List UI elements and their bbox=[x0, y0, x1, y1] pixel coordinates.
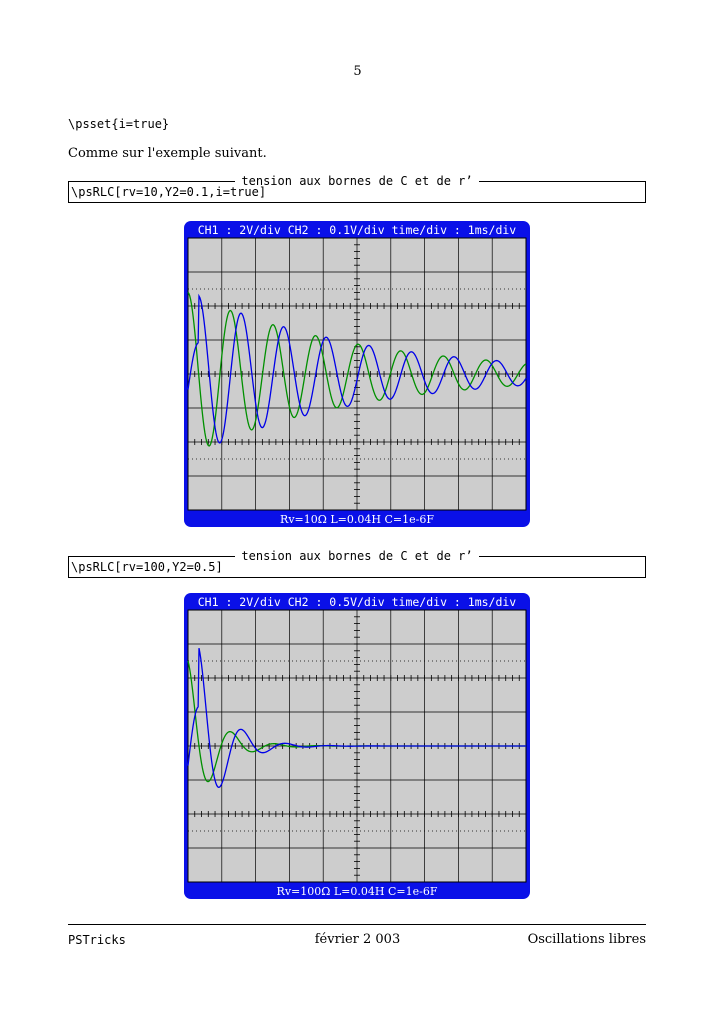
code-frame-1 bbox=[68, 174, 646, 203]
legend-rule-right bbox=[479, 181, 645, 182]
psset-command: \psset{i=true} bbox=[68, 117, 170, 131]
code-frame-label-1: tension aux bornes de C et de r’ bbox=[235, 173, 478, 189]
footer-rule bbox=[68, 924, 646, 925]
oscilloscope-1 bbox=[184, 221, 530, 527]
code-line-2: \psRLC[rv=100,Y2=0.5] bbox=[71, 560, 223, 574]
legend-rule-right bbox=[479, 556, 645, 557]
oscilloscope-2 bbox=[184, 593, 530, 899]
code-line-1: \psRLC[rv=10,Y2=0.1,i=true] bbox=[71, 185, 267, 199]
oscilloscope-screen-2 bbox=[184, 593, 530, 899]
legend-rule-left bbox=[69, 181, 235, 182]
scope-footer: Rv=10Ω L=0.04H C=1e-6F bbox=[280, 513, 434, 526]
page-number: 5 bbox=[353, 64, 362, 79]
scope-footer: Rv=100Ω L=0.04H C=1e-6F bbox=[276, 885, 438, 898]
code-frame-2 bbox=[68, 549, 646, 578]
footer-date: février 2 003 bbox=[314, 932, 401, 947]
scope-header: CH1 : 2V/div CH2 : 0.1V/div time/div : 1ms/div bbox=[197, 223, 517, 237]
footer-left: PSTricks bbox=[68, 933, 126, 947]
intro-text: Comme sur l'exemple suivant. bbox=[68, 146, 267, 161]
scope-header: CH1 : 2V/div CH2 : 0.5V/div time/div : 1ms/div bbox=[197, 595, 517, 609]
footer-right: Oscillations libres bbox=[527, 932, 646, 947]
oscilloscope-screen-1 bbox=[184, 221, 530, 527]
legend-rule-left bbox=[69, 556, 235, 557]
code-frame-label-2: tension aux bornes de C et de r’ bbox=[235, 548, 478, 564]
